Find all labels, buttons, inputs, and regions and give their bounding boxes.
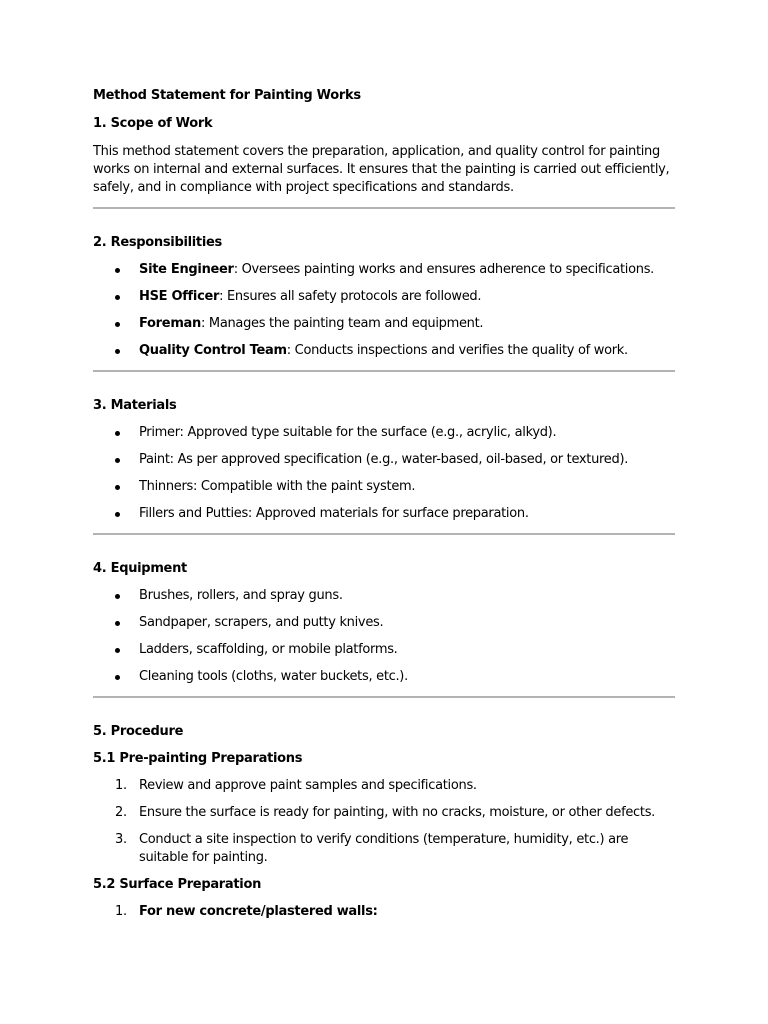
list-item-text: Fillers and Putties: Approved materials for surface preparation.	[139, 506, 529, 521]
document-body	[93, 84, 675, 921]
bullet-icon	[115, 648, 120, 653]
bullet-icon	[115, 295, 120, 300]
bullet-icon	[115, 485, 120, 490]
list-item-text: Ladders, scaffolding, or mobile platforms.	[139, 642, 398, 657]
list-item	[93, 315, 675, 333]
list-item	[93, 342, 675, 360]
bullet-icon	[115, 621, 120, 626]
pre-painting-list	[93, 777, 675, 867]
materials-list	[93, 424, 675, 523]
list-item	[93, 804, 675, 822]
role-description: : Conducts inspections and verifies the quality of work.	[286, 343, 628, 358]
list-item-text: Paint: As per approved specification (e.g., water-based, oil-based, or textured).	[139, 452, 629, 467]
equipment-heading: 4. Equipment	[93, 561, 187, 576]
role-term: Foreman	[139, 316, 201, 331]
scope-heading: 1. Scope of Work	[93, 116, 213, 131]
bullet-icon	[115, 512, 120, 517]
list-number: 2.	[115, 805, 127, 820]
section-divider	[93, 696, 675, 698]
responsibilities-heading: 2. Responsibilities	[93, 235, 222, 250]
role-term: HSE Officer	[139, 289, 220, 304]
list-item	[93, 777, 675, 795]
list-item-text: Cleaning tools (cloths, water buckets, etc.).	[139, 669, 408, 684]
bullet-icon	[115, 431, 120, 436]
list-item-text: For new concrete/plastered walls:	[139, 904, 378, 919]
equipment-list	[93, 587, 675, 686]
surface-preparation-heading: 5.2 Surface Preparation	[93, 877, 262, 892]
list-item	[93, 505, 675, 523]
list-item-text: Review and approve paint samples and specifications.	[139, 778, 477, 793]
document-title: Method Statement for Painting Works	[93, 88, 361, 103]
list-item	[93, 641, 675, 659]
materials-heading: 3. Materials	[93, 398, 177, 413]
scope-paragraph: This method statement covers the preparation, application, and quality control for painting works on internal and external surfaces. It ensures that the painting is carried out efficiently, safely, and in compliance with project specifications and standards.	[93, 144, 670, 195]
role-description: : Oversees painting works and ensures adherence to specifications.	[233, 262, 655, 277]
list-item-text: Thinners: Compatible with the paint system.	[139, 479, 416, 494]
section-divider	[93, 533, 675, 535]
pre-painting-heading: 5.1 Pre-painting Preparations	[93, 751, 303, 766]
role-description: : Manages the painting team and equipment.	[201, 316, 484, 331]
role-description: : Ensures all safety protocols are followed.	[219, 289, 482, 304]
bullet-icon	[115, 349, 120, 354]
list-number: 1.	[115, 904, 127, 919]
section-divider	[93, 370, 675, 372]
role-term: Quality Control Team	[139, 343, 287, 358]
list-item-text: Conduct a site inspection to verify conditions (temperature, humidity, etc.) are suitable for painting.	[139, 832, 629, 865]
list-item-text: Ensure the surface is ready for painting, with no cracks, moisture, or other defects.	[139, 805, 656, 820]
list-item	[93, 614, 675, 632]
list-item	[93, 831, 675, 867]
surface-preparation-list	[93, 903, 675, 921]
list-item-text: Brushes, rollers, and spray guns.	[139, 588, 343, 603]
bullet-icon	[115, 322, 120, 327]
list-item	[93, 478, 675, 496]
responsibilities-list	[93, 261, 675, 360]
list-item	[93, 261, 675, 279]
list-item	[93, 288, 675, 306]
list-item	[93, 587, 675, 605]
procedure-heading: 5. Procedure	[93, 724, 184, 739]
section-divider	[93, 207, 675, 209]
list-item	[93, 668, 675, 686]
list-item-text: Primer: Approved type suitable for the surface (e.g., acrylic, alkyd).	[139, 425, 557, 440]
list-item	[93, 451, 675, 469]
list-item	[93, 903, 675, 921]
list-item-text: Sandpaper, scrapers, and putty knives.	[139, 615, 384, 630]
bullet-icon	[115, 458, 120, 463]
list-item	[93, 424, 675, 442]
bullet-icon	[115, 675, 120, 680]
list-number: 3.	[115, 832, 127, 847]
bullet-icon	[115, 268, 120, 273]
bullet-icon	[115, 594, 120, 599]
role-term: Site Engineer	[139, 262, 234, 277]
list-number: 1.	[115, 778, 127, 793]
